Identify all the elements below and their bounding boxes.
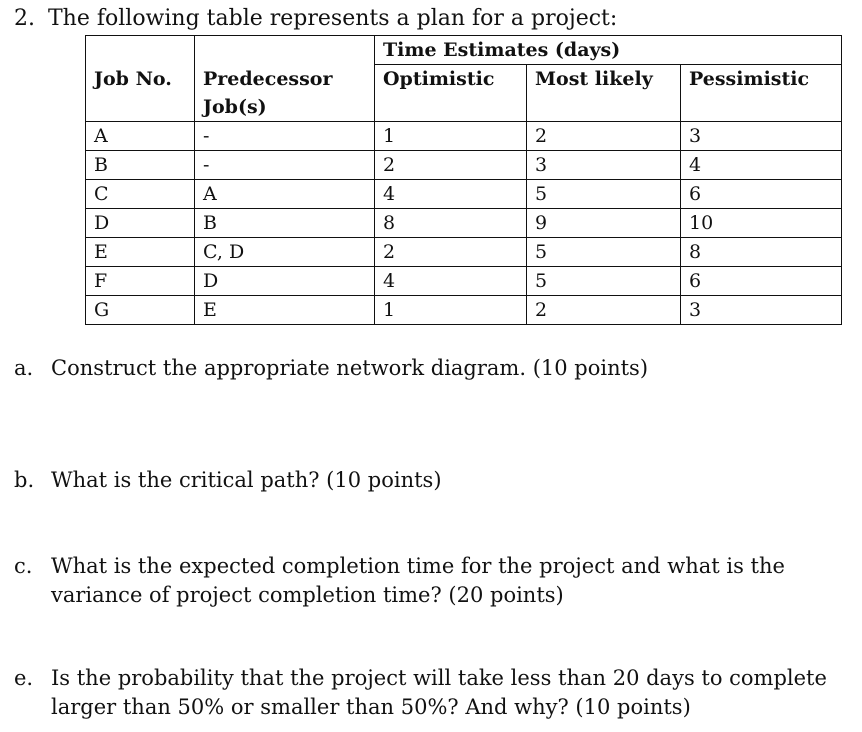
optimistic-cell: 4 — [375, 266, 527, 295]
part-e — [14, 664, 827, 722]
table-row — [86, 179, 842, 208]
most-likely-cell: 5 — [527, 266, 681, 295]
table-row — [86, 295, 842, 324]
job-cell: A — [86, 121, 195, 150]
most-likely-cell: 2 — [527, 121, 681, 150]
table-row — [86, 237, 842, 266]
question-title — [14, 6, 617, 31]
pessimistic-header: Pessimistic — [681, 65, 842, 122]
optimistic-header: Optimistic — [375, 65, 527, 122]
pessimistic-cell: 6 — [681, 179, 842, 208]
most-likely-cell: 2 — [527, 295, 681, 324]
table-row — [86, 208, 842, 237]
predecessor-cell: D — [195, 266, 375, 295]
optimistic-cell: 2 — [375, 237, 527, 266]
predecessor-header-line1: Predecessor — [203, 67, 333, 90]
part-e-text-line1: Is the probability that the project will take less than 20 days to complete — [51, 666, 827, 690]
most-likely-cell: 9 — [527, 208, 681, 237]
job-cell: C — [86, 179, 195, 208]
question-number: 2. — [14, 6, 35, 31]
part-c-text-line1: What is the expected completion time for the project and what is the — [51, 554, 785, 578]
predecessor-cell: E — [195, 295, 375, 324]
table-row — [86, 150, 842, 179]
header-blank-cell — [86, 36, 195, 65]
most-likely-cell: 3 — [527, 150, 681, 179]
job-cell: D — [86, 208, 195, 237]
part-a-text: Construct the appropriate network diagram. (10 points) — [51, 356, 649, 380]
time-estimates-header: Time Estimates (days) — [375, 36, 842, 65]
part-c — [14, 552, 785, 610]
pessimistic-cell: 8 — [681, 237, 842, 266]
predecessor-cell: - — [195, 150, 375, 179]
job-no-header: Job No. — [86, 65, 195, 122]
most-likely-cell: 5 — [527, 237, 681, 266]
optimistic-cell: 1 — [375, 295, 527, 324]
part-c-text-line2: variance of project completion time? (20 points) — [51, 583, 564, 607]
part-e-text-line2: larger than 50% or smaller than 50%? And why? (10 points) — [51, 695, 691, 719]
part-b-letter: b. — [14, 468, 35, 492]
pessimistic-cell: 4 — [681, 150, 842, 179]
predecessor-cell: - — [195, 121, 375, 150]
optimistic-cell: 2 — [375, 150, 527, 179]
header-blank-cell — [195, 36, 375, 65]
job-cell: G — [86, 295, 195, 324]
predecessor-cell: A — [195, 179, 375, 208]
job-cell: F — [86, 266, 195, 295]
optimistic-cell: 1 — [375, 121, 527, 150]
optimistic-cell: 4 — [375, 179, 527, 208]
most-likely-header: Most likely — [527, 65, 681, 122]
predecessor-header-line2: Job(s) — [203, 95, 267, 118]
project-plan-table — [85, 35, 842, 325]
part-a — [14, 354, 648, 383]
part-e-letter: e. — [14, 666, 34, 690]
question-text: The following table represents a plan for a project: — [48, 6, 618, 31]
pessimistic-cell: 6 — [681, 266, 842, 295]
part-a-letter: a. — [14, 356, 34, 380]
pessimistic-cell: 3 — [681, 121, 842, 150]
table-group-header-row — [86, 36, 842, 65]
part-b-text: What is the critical path? (10 points) — [51, 468, 442, 492]
job-cell: B — [86, 150, 195, 179]
table-row — [86, 121, 842, 150]
predecessor-cell: C, D — [195, 237, 375, 266]
table-header-row — [86, 65, 842, 122]
part-b — [14, 466, 442, 495]
part-c-letter: c. — [14, 554, 33, 578]
job-cell: E — [86, 237, 195, 266]
predecessor-cell: B — [195, 208, 375, 237]
most-likely-cell: 5 — [527, 179, 681, 208]
table-row — [86, 266, 842, 295]
predecessor-header — [195, 65, 375, 122]
pessimistic-cell: 10 — [681, 208, 842, 237]
pessimistic-cell: 3 — [681, 295, 842, 324]
optimistic-cell: 8 — [375, 208, 527, 237]
